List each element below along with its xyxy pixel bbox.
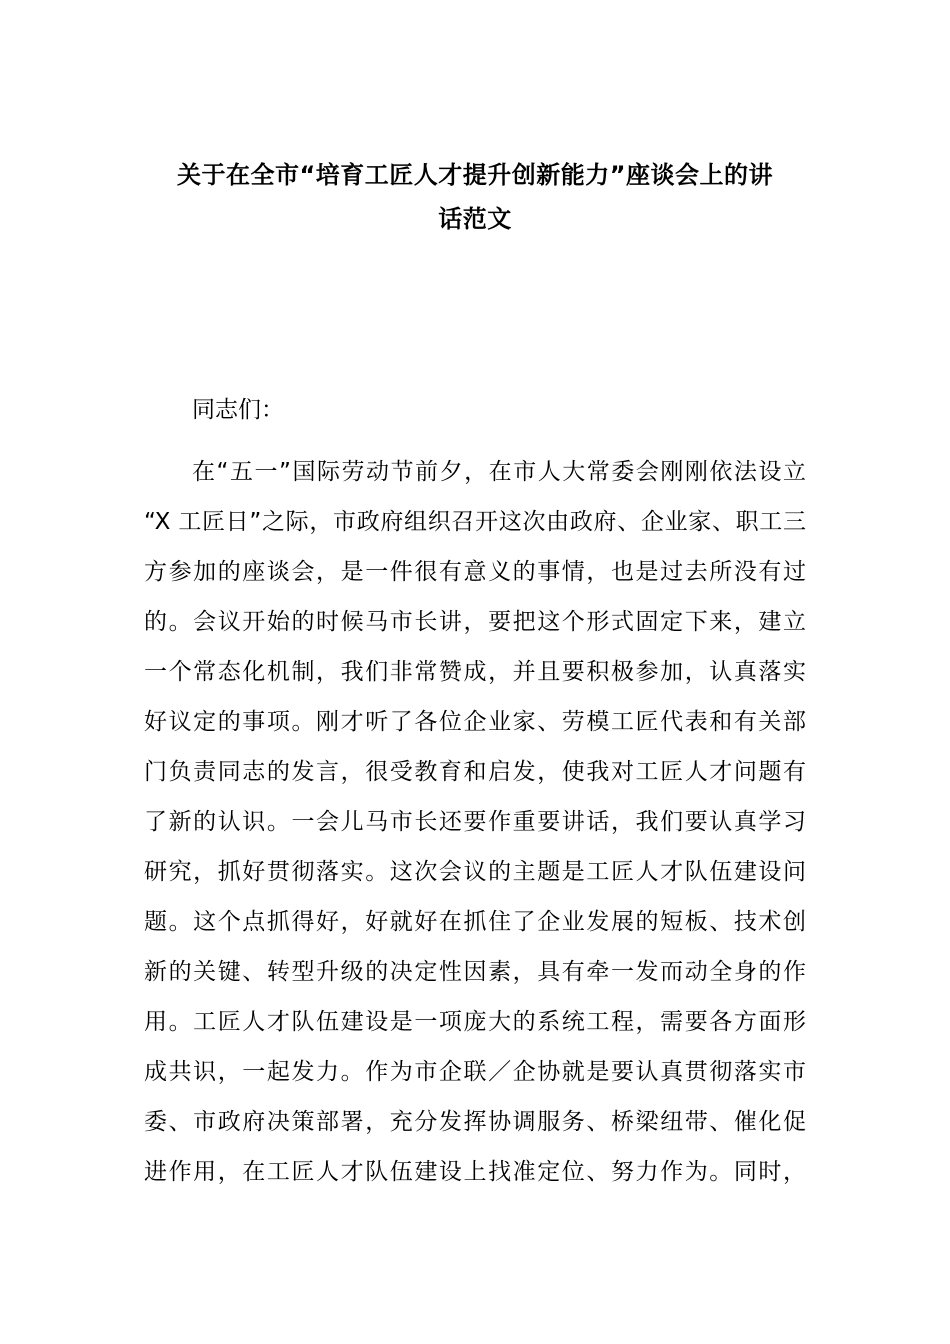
paragraph-line: 一个常态化机制，我们非常赞成，并且要积极参加，认真落实 [144,659,806,685]
document-title [120,153,830,241]
salutation-text: 同志们： [192,397,284,423]
paragraph-line: 门负责同志的发言，很受教育和启发，使我对工匠人才问题有 [144,759,806,785]
body-paragraph [144,447,806,1197]
paragraph-line: 成共识，一起发力。作为市企联／企协就是要认真贯彻落实市 [144,1059,806,1085]
paragraph-line: 在“五一”国际劳动节前夕，在市人大常委会刚刚依法设立 [192,459,806,485]
paragraph-line: 了新的认识。一会儿马市长还要作重要讲话，我们要认真学习 [144,809,806,835]
paragraph-line: “X 工匠日”之际，市政府组织召开这次由政府、企业家、职工三 [144,509,806,535]
salutation [144,385,806,435]
title-line: 话范文 [438,205,512,233]
paragraph-line: 研究，抓好贯彻落实。这次会议的主题是工匠人才队伍建设问 [144,859,806,885]
paragraph-line: 用。工匠人才队伍建设是一项庞大的系统工程，需要各方面形 [144,1009,806,1035]
paragraph-line: 新的关键、转型升级的决定性因素，具有牵一发而动全身的作 [144,959,806,985]
title-line: 关于在全市“培育工匠人才提升创新能力”座谈会上的讲 [176,161,774,189]
paragraph-line: 好议定的事项。刚才听了各位企业家、劳模工匠代表和有关部 [144,709,806,735]
paragraph-line: 委、市政府决策部署，充分发挥协调服务、桥梁纽带、催化促 [144,1109,806,1135]
paragraph-line: 方参加的座谈会，是一件很有意义的事情，也是过去所没有过 [144,559,806,585]
paragraph-line: 进作用，在工匠人才队伍建设上找准定位、努力作为。同时， [144,1159,806,1185]
paragraph-line: 题。这个点抓得好，好就好在抓住了企业发展的短板、技术创 [144,909,806,935]
paragraph-line: 的。会议开始的时候马市长讲，要把这个形式固定下来，建立 [144,609,806,635]
